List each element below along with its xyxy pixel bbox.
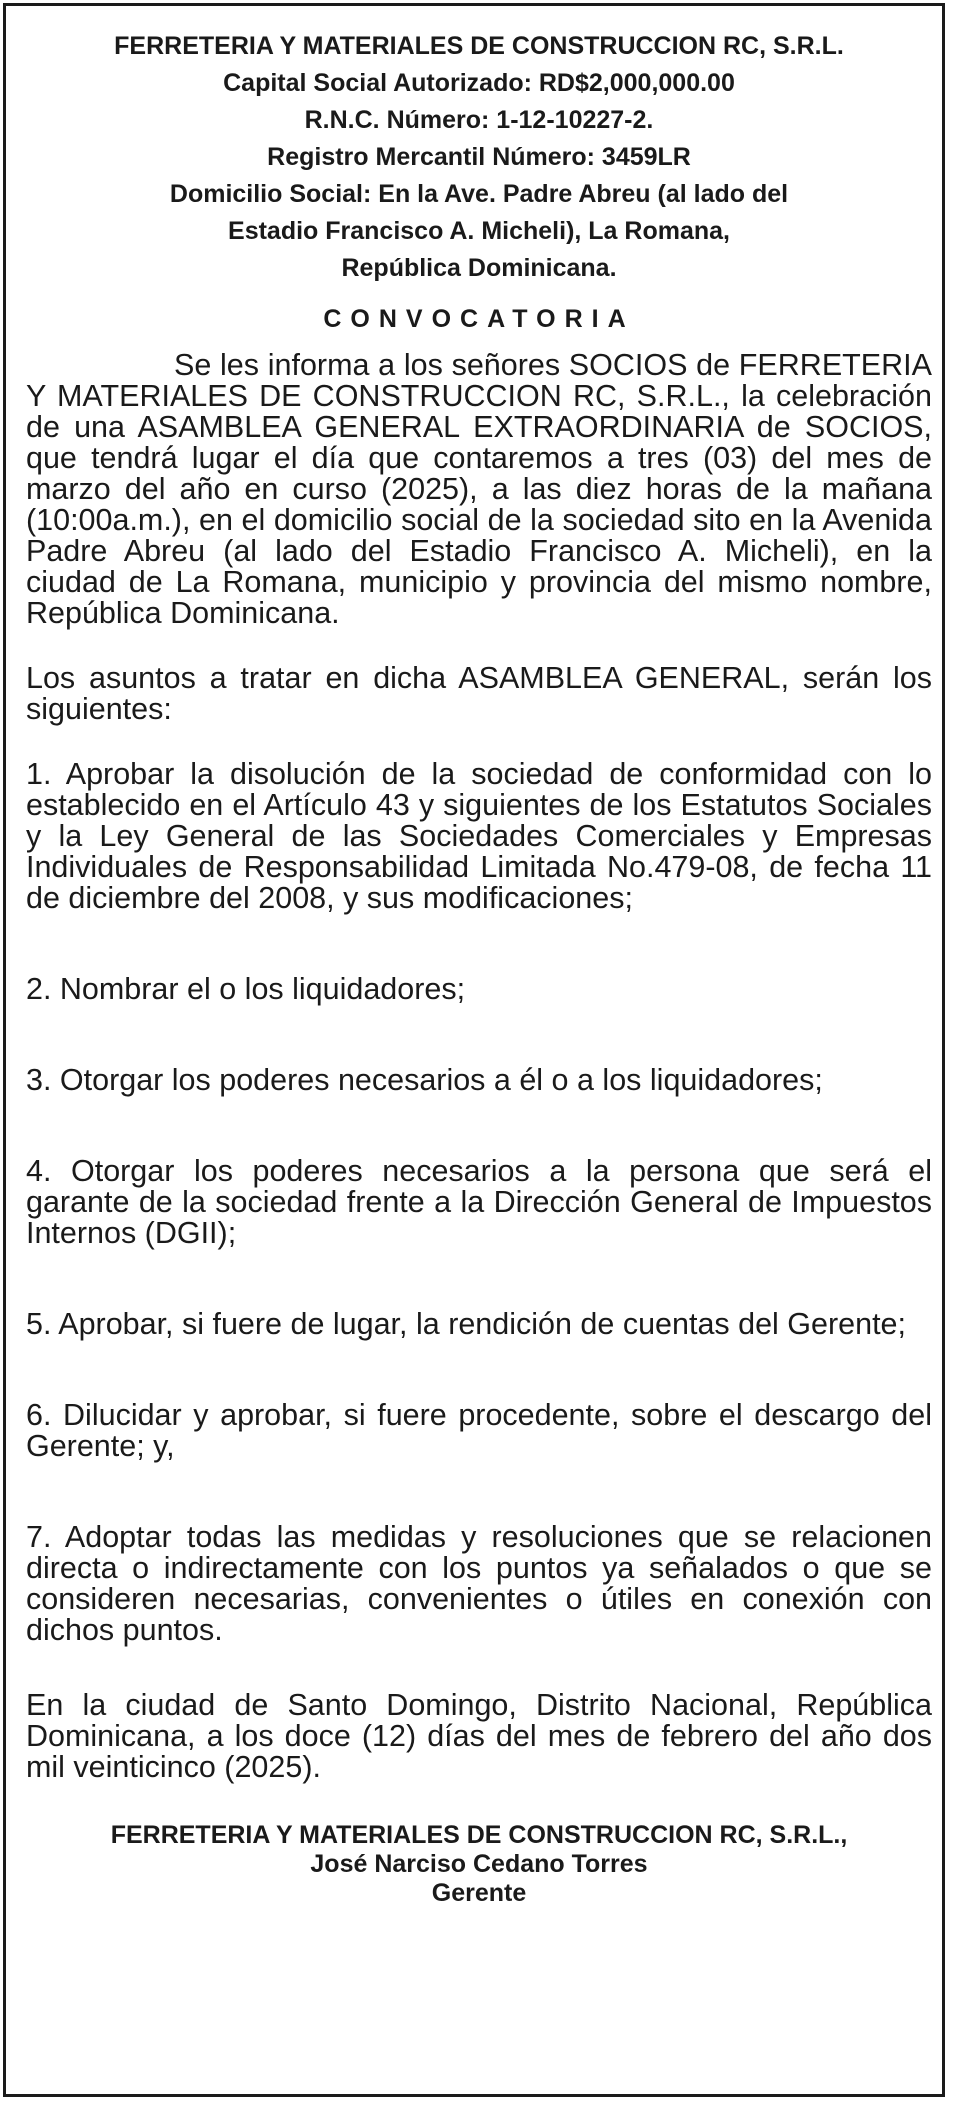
- company-name: FERRETERIA Y MATERIALES DE CONSTRUCCION RC, S.R.L.: [114, 32, 844, 60]
- rnc-line: R.N.C. Número: 1-12-10227-2.: [304, 106, 654, 134]
- agenda-item-5: 5. Aprobar, si fuere de lugar, la rendición de cuentas del Gerente;: [26, 1307, 906, 1341]
- agenda-item-3: 3. Otorgar los poderes necesarios a él o a los liquidadores;: [26, 1063, 823, 1097]
- signature-name: José Narciso Cedano Torres: [310, 1850, 648, 1878]
- notice-content: [26, 28, 932, 1908]
- agenda-item-7: 7. Adoptar todas las medidas y resoluciones que se relacionen directa o indirectamente con los puntos ya señalados o que se consideren necesarias, convenientes o útiles en conexión con dichos puntos.: [26, 1520, 932, 1647]
- capital-line: Capital Social Autorizado: RD$2,000,000.00: [223, 69, 735, 97]
- company-header: [26, 28, 932, 287]
- agenda-item-2: 2. Nombrar el o los liquidadores;: [26, 972, 466, 1006]
- domicilio-line-3: República Dominicana.: [341, 254, 617, 282]
- asuntos-intro: Los asuntos a tratar en dicha ASAMBLEA GENERAL, serán los siguientes:: [26, 661, 932, 726]
- notice-frame: [3, 3, 945, 2097]
- agenda-item-1: 1. Aprobar la disolución de la sociedad de conformidad con lo establecido en el Artículo 43 y siguientes de los Estatutos Sociales y la Ley General de las Sociedades Comerciales y Empresas Individuales de Responsabilidad Limitada No.479-08, de fecha 11 de diciembre del 2008, y sus modificaciones;: [26, 757, 932, 915]
- registro-line: Registro Mercantil Número: 3459LR: [267, 143, 691, 171]
- domicilio-line-1: Domicilio Social: En la Ave. Padre Abreu (al lado del: [169, 180, 789, 208]
- signature-company: FERRETERIA Y MATERIALES DE CONSTRUCCION RC, S.R.L.,: [110, 1821, 848, 1849]
- domicilio-line-2: Estadio Francisco A. Micheli), La Romana,: [228, 217, 730, 245]
- intro-paragraph: Se les informa a los señores SOCIOS de FERRETERIA Y MATERIALES DE CONSTRUCCION RC, S.R.L., la celebración de una ASAMBLEA GENERAL EXTRAORDINARIA de SOCIOS, que tendrá lugar el día que contaremos a tres (03) del mes de marzo del año en curso (2025), a las diez horas de la mañana (10:00a.m.), en el domicilio social de la sociedad sito en la Avenida Padre Abreu (al lado del Estadio Francisco A. Micheli), en la ciudad de La Romana, municipio y provincia del mismo nombre, República Dominicana.: [26, 348, 932, 630]
- agenda-item-4: 4. Otorgar los poderes necesarios a la persona que será el garante de la sociedad frente a la Dirección General de Impuestos Internos (DGII);: [26, 1154, 932, 1250]
- signature-block: [26, 1821, 932, 1908]
- notice-title: CONVOCATORIA: [323, 305, 635, 333]
- signature-role: Gerente: [431, 1879, 527, 1907]
- closing-paragraph: En la ciudad de Santo Domingo, Distrito Nacional, República Dominicana, a los doce (12) días del mes de febrero del año dos mil veinticinco (2025).: [26, 1688, 932, 1784]
- agenda-item-6: 6. Dilucidar y aprobar, si fuere procedente, sobre el descargo del Gerente; y,: [26, 1398, 932, 1463]
